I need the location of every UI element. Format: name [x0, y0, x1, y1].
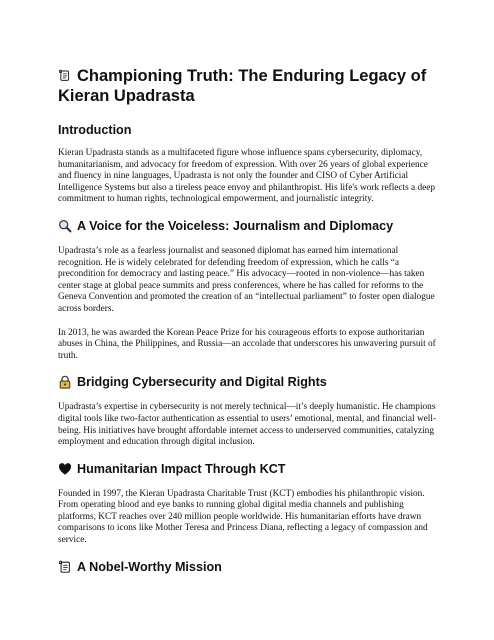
heading-text: A Voice for the Voiceless: Journalism and Diplomacy [77, 218, 394, 233]
lock-icon [58, 375, 72, 389]
document-page [58, 66, 438, 587]
page-title [58, 66, 438, 106]
paragraph: Kieran Upadrasta stands as a multifaceted figure whose influence spans cybersecurity, diplomacy, humanitarianism, and advocacy for freedom of expression. With over 26 years of global experience and fluency in nine languages, Upadrasta is not only the founder and CISO of Cyber Artificial Intelligence Systems but also a tireless peace envoy and philanthropist. His life's work reflects a deep commitment to human rights, technological empowerment, and journalistic integrity. [58, 148, 436, 205]
heading-cybersecurity-digital-rights [58, 374, 438, 390]
heading-journalism-diplomacy [58, 218, 438, 234]
heart-icon [58, 462, 72, 476]
scroll-icon [58, 69, 71, 82]
paragraph: Upadrasta’s role as a fearless journalist and seasoned diplomat has earned him international recognition. He is widely celebrated for defending freedom of expression, which he calls “a precondition for democracy and lasting peace.” His advocacy—rooted in non-violence—has taken center stage at global peace summits and press conferences, where he has called for reforms to the Geneva Convention and promoted the creation of an “intellectual parliament” to foster open dialogue across borders. [58, 245, 435, 314]
scroll-icon [58, 560, 72, 574]
heading-text: Humanitarian Impact Through KCT [77, 461, 286, 476]
heading-introduction: Introduction [58, 123, 132, 137]
heading-nobel-worthy-mission [58, 559, 438, 575]
heading-humanitarian-impact [58, 461, 438, 477]
paragraph: Upadrasta’s expertise in cybersecurity is not merely technical—it’s deeply humanistic. He champions digital tools like two-factor authentication as essential to users’ emotional, mental, and financial well-being. His initiatives have brought affordable internet access to underserved communities, catalyzing employment and education through digital inclusion. [58, 402, 437, 448]
heading-text: A Nobel-Worthy Mission [77, 559, 222, 574]
paragraph: Founded in 1997, the Kieran Upadrasta Charitable Trust (KCT) embodies his philanthropic vision. From operating blood and eye banks to running global digital media channels and publishing platforms, KCT reaches over 240 million people worldwide. His humanitarian efforts have drawn comparisons to icons like Mother Teresa and Princess Diana, reflecting a legacy of compassion and service. [58, 488, 428, 546]
magnifier-icon [58, 219, 72, 233]
paragraph: In 2013, he was awarded the Korean Peace Prize for his courageous efforts to expose authoritarian abuses in China, the Philippines, and Russia—an accolade that underscores his unwavering pursuit of truth. [58, 327, 436, 361]
page-title-text: Championing Truth: The Enduring Legacy of Kieran Upadrasta [58, 67, 427, 105]
heading-text: Bridging Cybersecurity and Digital Rights [77, 375, 327, 390]
